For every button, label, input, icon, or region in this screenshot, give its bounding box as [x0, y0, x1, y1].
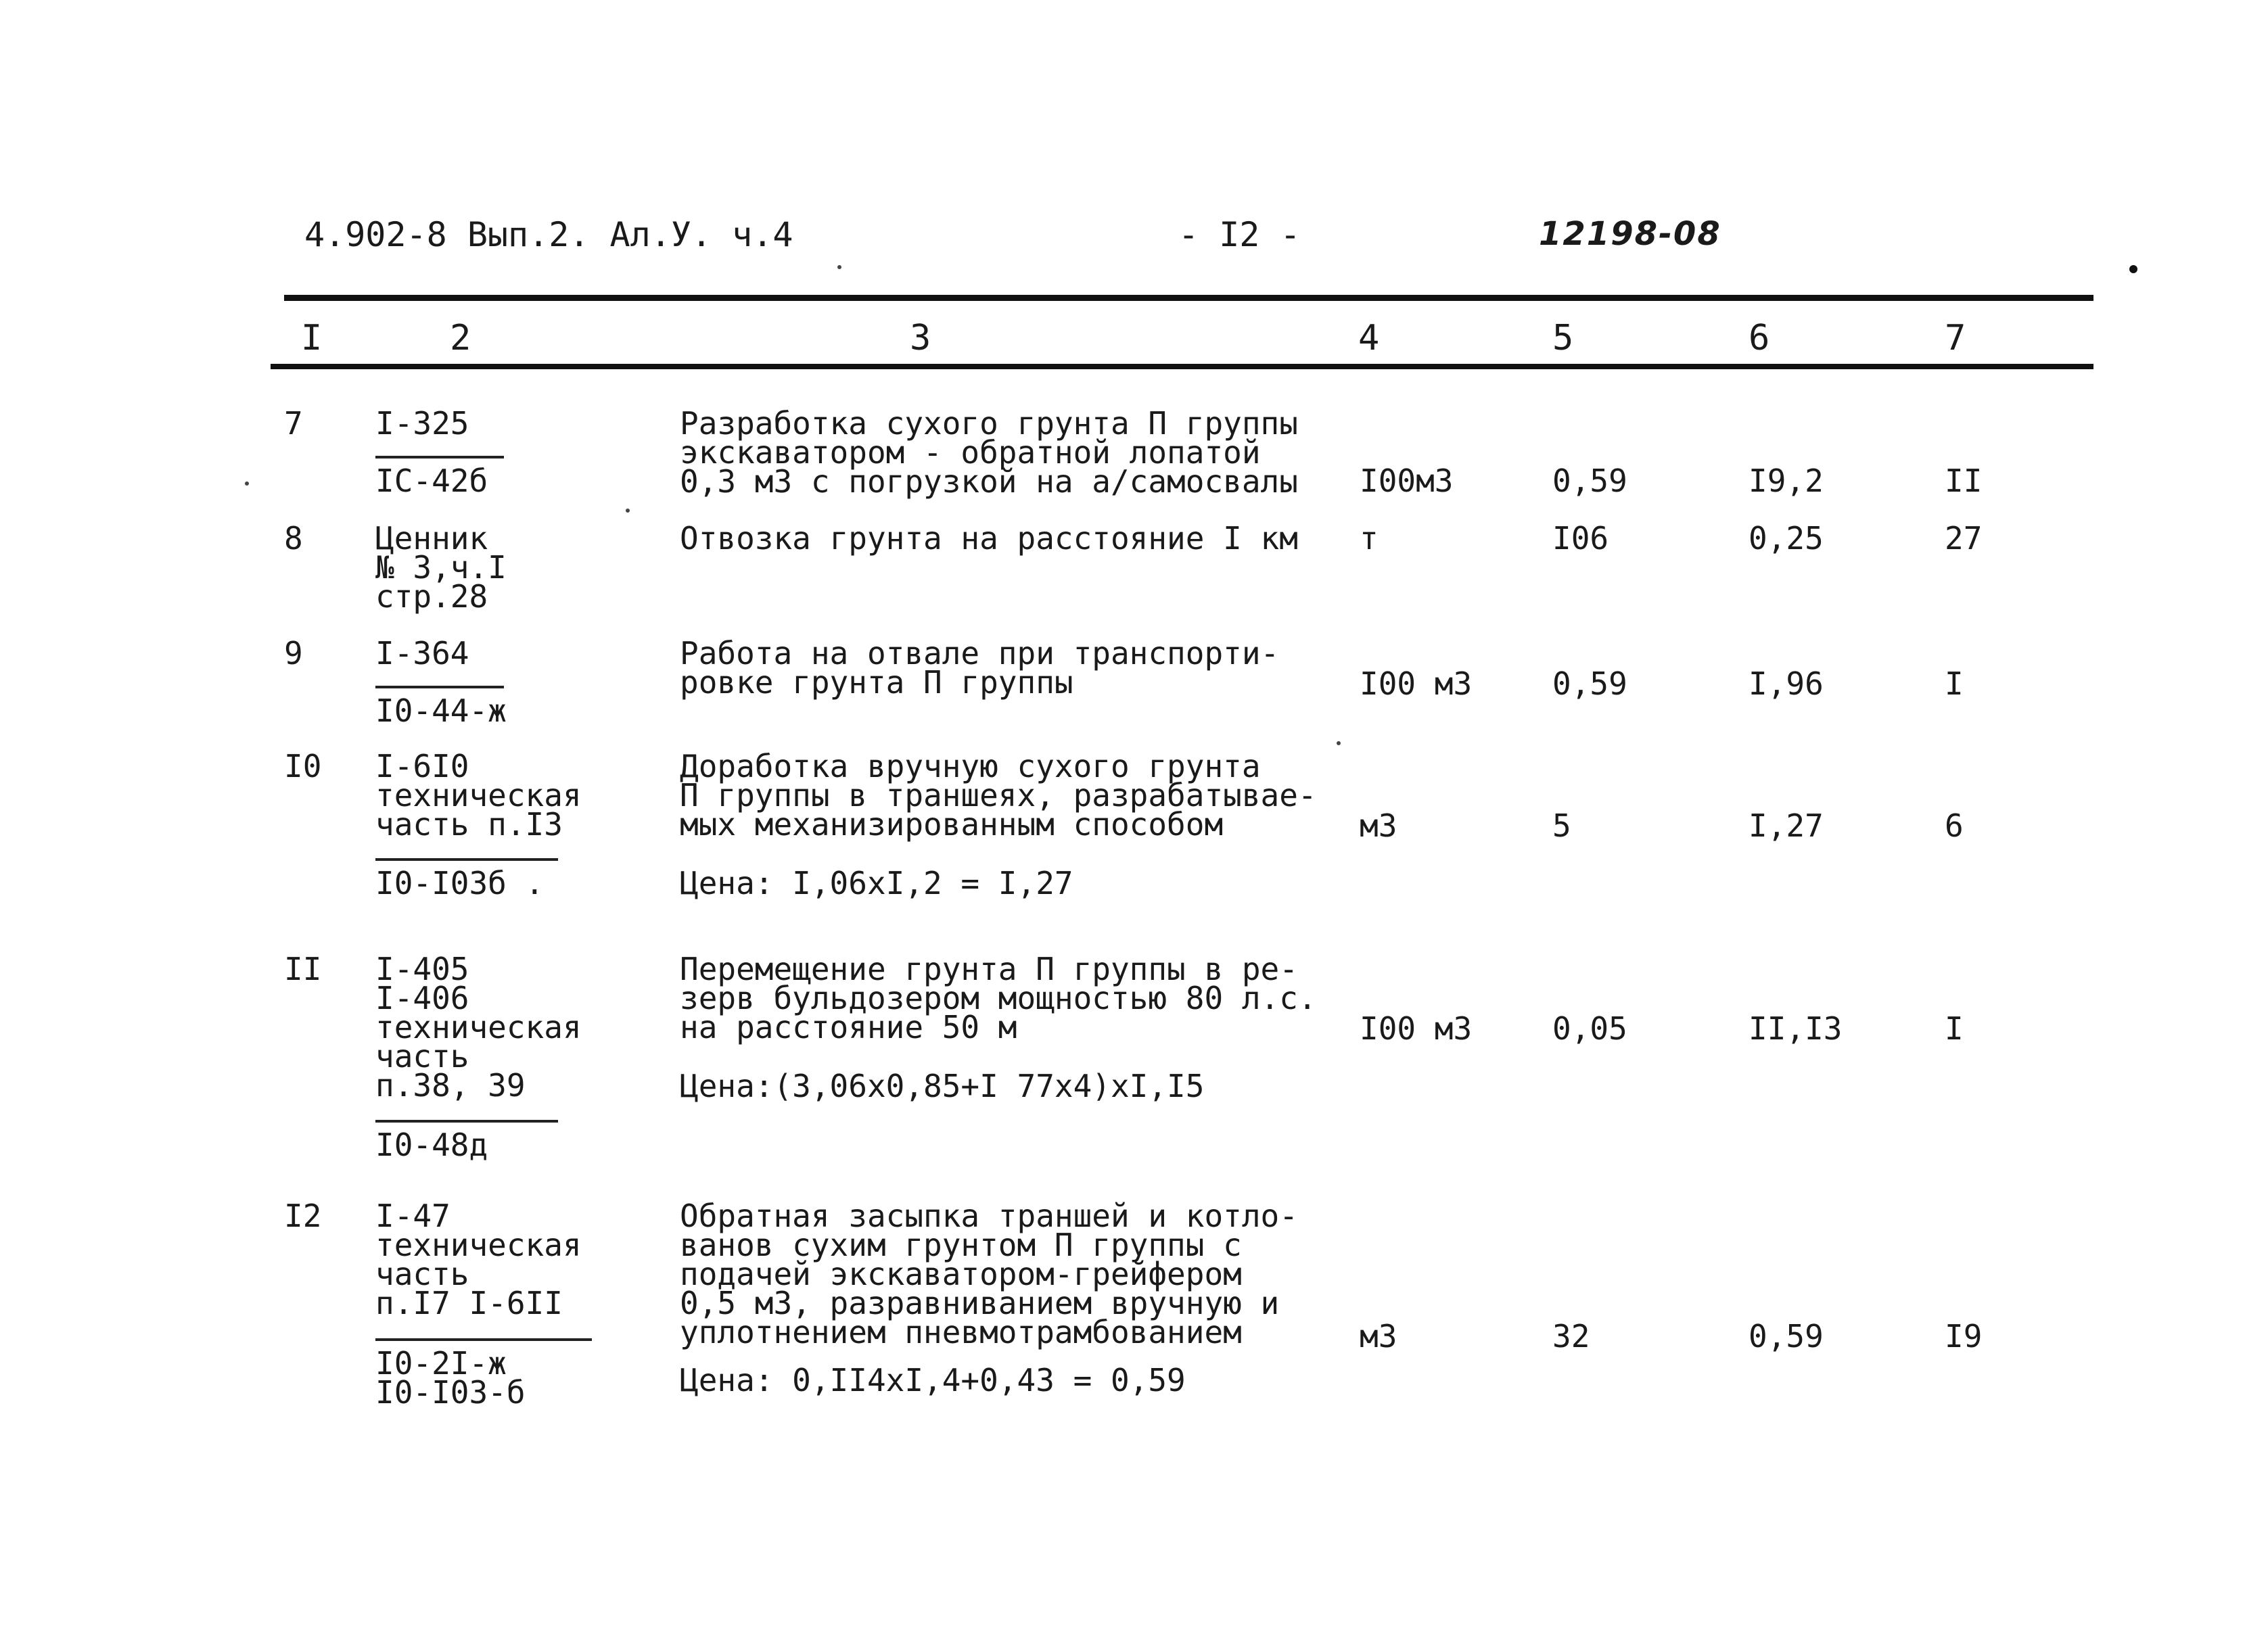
work-description-line: Обратная засыпка траншей и котло- — [680, 1198, 1298, 1234]
quantity-cell: 0,59 — [1552, 463, 1627, 499]
reference-code-bottom: IС-42б — [375, 463, 488, 499]
table-header-rule — [271, 364, 2093, 369]
scan-speck — [1337, 741, 1341, 745]
quantity-cell: 0,59 — [1552, 665, 1627, 702]
reference-code-bottom: I0-48д — [375, 1127, 488, 1163]
total-cell: I — [1945, 1010, 1964, 1047]
unit-cell: т — [1360, 520, 1379, 557]
row-number: I0 — [284, 748, 322, 784]
reference-code-line: техническая — [375, 1227, 582, 1263]
document-id: 12198-08 — [1539, 215, 1721, 253]
work-description-line: Перемещение грунта П группы в ре- — [680, 951, 1298, 987]
row-number: 8 — [284, 520, 303, 557]
price-calculation: Цена:(3,06х0,85+I 77х4)хI,I5 — [680, 1068, 1205, 1104]
work-description-line: Разработка сухого грунта П группы — [680, 405, 1298, 442]
work-description-line: Отвозка грунта на расстояние I км — [680, 520, 1298, 557]
unit-price-cell: 0,59 — [1749, 1318, 1824, 1355]
reference-code-bottom: I0-2I-ж — [375, 1345, 507, 1382]
total-cell: I — [1945, 665, 1964, 702]
price-calculation: Цена: 0,II4хI,4+0,43 = 0,59 — [680, 1362, 1186, 1398]
unit-price-cell: I,96 — [1749, 665, 1824, 702]
scan-speck — [2129, 265, 2137, 273]
reference-code-bottom: I0-44-ж — [375, 692, 507, 729]
work-description-line: П группы в траншеях, разрабатывае- — [680, 777, 1317, 814]
unit-cell: I00 м3 — [1360, 665, 1473, 702]
reference-code-line: техническая — [375, 1009, 582, 1045]
row-number: I2 — [284, 1198, 322, 1234]
reference-code-line: часть п.I3 — [375, 806, 563, 843]
unit-price-cell: I,27 — [1749, 807, 1824, 844]
reference-code-line: № 3,ч.I — [375, 549, 507, 586]
reference-code-line: I-6I0 — [375, 748, 469, 784]
total-cell: II — [1945, 463, 1983, 499]
reference-code-line: часть — [375, 1038, 469, 1075]
code-divider — [375, 1120, 558, 1123]
column-header-6: 6 — [1749, 318, 1770, 358]
unit-cell: I00м3 — [1360, 463, 1454, 499]
scan-speck — [245, 481, 249, 486]
column-header-5: 5 — [1552, 318, 1574, 358]
total-cell: 6 — [1945, 807, 1964, 844]
unit-price-cell: II,I3 — [1749, 1010, 1843, 1047]
reference-code-line: I-47 — [375, 1198, 450, 1234]
reference-code-line: I-405 — [375, 951, 469, 987]
reference-code-bottom: I0-I03-б — [375, 1374, 526, 1411]
row-number: 9 — [284, 635, 303, 672]
code-divider — [375, 456, 504, 458]
unit-price-cell: 0,25 — [1749, 520, 1824, 557]
scan-speck — [626, 509, 630, 513]
code-divider — [375, 858, 558, 861]
document-code: 4.902-8 Вып.2. Ал.У. ч.4 — [304, 215, 793, 254]
unit-cell: м3 — [1360, 807, 1397, 844]
quantity-cell: 32 — [1552, 1318, 1590, 1355]
work-description-line: 0,5 м3, разравниванием вручную и — [680, 1285, 1280, 1321]
unit-cell: м3 — [1360, 1318, 1397, 1355]
row-number: II — [284, 951, 322, 987]
column-header-2: 2 — [450, 318, 471, 358]
scan-speck — [837, 265, 841, 269]
row-number: 7 — [284, 405, 303, 442]
column-header-3: 3 — [910, 318, 931, 358]
table-top-rule — [284, 295, 2093, 301]
work-description-line: Работа на отвале при транспорти- — [680, 635, 1280, 672]
total-cell: 27 — [1945, 520, 1983, 557]
code-divider — [375, 686, 504, 688]
reference-code-line: техническая — [375, 777, 582, 814]
quantity-cell: I06 — [1552, 520, 1609, 557]
work-description-line: Доработка вручную сухого грунта — [680, 748, 1261, 784]
unit-cell: I00 м3 — [1360, 1010, 1473, 1047]
work-description-line: подачей экскаватором-грейфером — [680, 1256, 1242, 1292]
reference-code-line: часть — [375, 1256, 469, 1292]
quantity-cell: 0,05 — [1552, 1010, 1627, 1047]
work-description-line: ванов сухим грунтом П группы с — [680, 1227, 1242, 1263]
work-description-line: мых механизированным способом — [680, 806, 1224, 843]
reference-code-line: I-406 — [375, 980, 469, 1016]
reference-code-line: п.38, 39 — [375, 1067, 526, 1104]
code-divider — [375, 1338, 592, 1341]
work-description-line: ровке грунта П группы — [680, 664, 1073, 701]
unit-price-cell: I9,2 — [1749, 463, 1824, 499]
work-description-line: на расстояние 50 м — [680, 1009, 1017, 1045]
reference-code-line: п.I7 I-6II — [375, 1285, 563, 1321]
work-description-line: уплотнением пневмотрамбованием — [680, 1314, 1242, 1350]
reference-code-line: I-325 — [375, 405, 469, 442]
column-header-1: I — [301, 318, 323, 358]
work-description-line: зерв бульдозером мощностью 80 л.с. — [680, 980, 1317, 1016]
reference-code-bottom: I0-I03б . — [375, 865, 545, 901]
work-description-line: 0,3 м3 с погрузкой на а/самосвалы — [680, 463, 1298, 500]
page-number: - I2 - — [1178, 215, 1301, 254]
reference-code-line: стр.28 — [375, 578, 488, 615]
work-description-line: экскаватором - обратной лопатой — [680, 434, 1261, 471]
column-header-4: 4 — [1358, 318, 1380, 358]
quantity-cell: 5 — [1552, 807, 1571, 844]
reference-code-line: I-364 — [375, 635, 469, 672]
reference-code-line: Ценник — [375, 520, 488, 557]
total-cell: I9 — [1945, 1318, 1983, 1355]
column-header-7: 7 — [1945, 318, 1966, 358]
price-calculation: Цена: I,06хI,2 = I,27 — [680, 865, 1073, 901]
